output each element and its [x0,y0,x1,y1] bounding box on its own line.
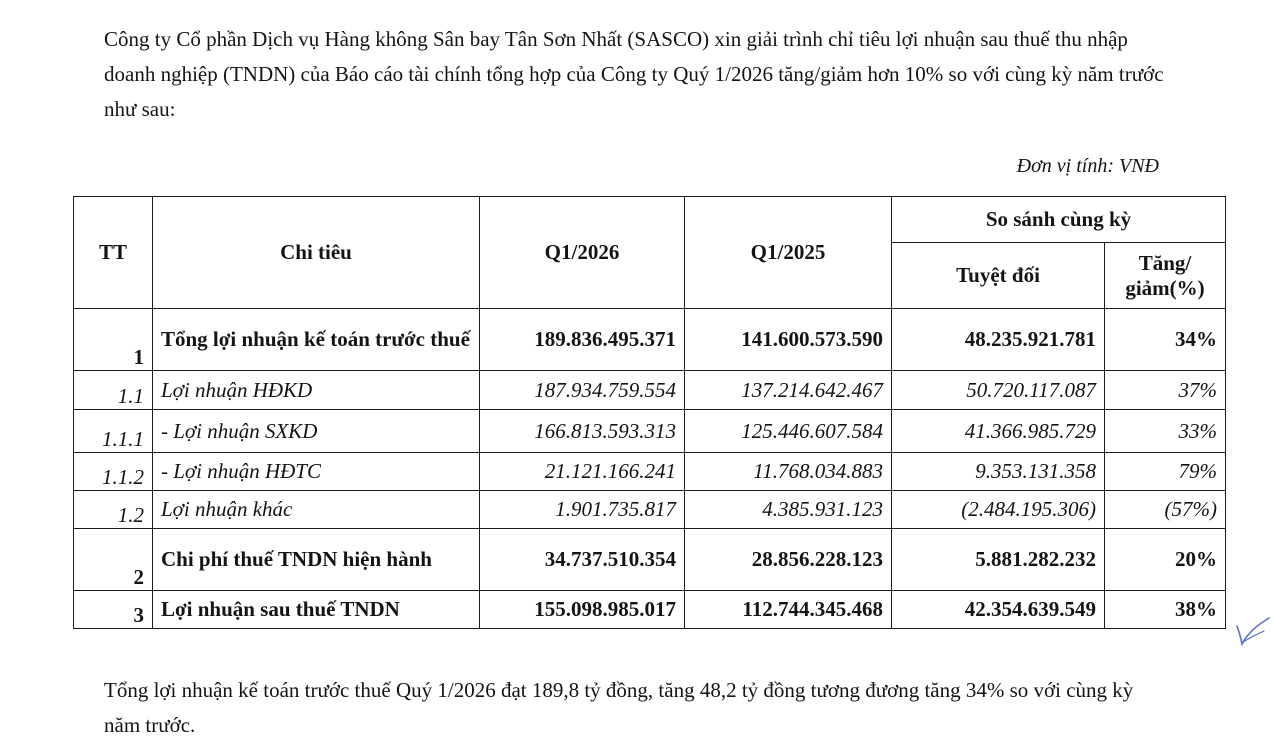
row-absolute: 48.235.921.781 [892,309,1105,371]
row-tt: 2 [74,529,153,591]
profit-table [73,196,1226,629]
table-row [74,453,1226,491]
row-q2025: 112.744.345.468 [685,591,892,629]
row-q2026: 189.836.495.371 [480,309,685,371]
header-tt: TT [74,197,153,309]
row-q2026: 1.901.735.817 [480,491,685,529]
row-tt: 1.1.2 [74,453,153,491]
row-tt: 1.1.1 [74,410,153,453]
header-q2026: Q1/2026 [480,197,685,309]
row-absolute: (2.484.195.306) [892,491,1105,529]
row-q2026: 187.934.759.554 [480,371,685,410]
row-tt: 3 [74,591,153,629]
unit-note: Đơn vị tính: VNĐ [1016,155,1159,177]
row-pct: (57%) [1105,491,1226,529]
row-name: - Lợi nhuận SXKD [153,410,480,453]
table-row [74,491,1226,529]
row-name: Lợi nhuận khác [153,491,480,529]
row-tt: 1.1 [74,371,153,410]
row-pct: 33% [1105,410,1226,453]
table-row [74,410,1226,453]
row-pct: 37% [1105,371,1226,410]
table-row [74,371,1226,410]
row-q2025: 28.856.228.123 [685,529,892,591]
header-name: Chi tiêu [153,197,480,309]
pen-check-mark [1233,612,1273,652]
row-name: Tổng lợi nhuận kế toán trước thuế [153,309,480,371]
row-name: Lợi nhuận sau thuế TNDN [153,591,480,629]
row-pct: 20% [1105,529,1226,591]
row-tt: 1 [74,309,153,371]
row-absolute: 42.354.639.549 [892,591,1105,629]
table-row [74,591,1226,629]
row-q2025: 137.214.642.467 [685,371,892,410]
row-q2025: 125.446.607.584 [685,410,892,453]
row-absolute: 41.366.985.729 [892,410,1105,453]
header-pct-line1: Tăng/ [1138,250,1192,275]
table-row [74,309,1226,371]
conclusion-paragraph: Tổng lợi nhuận kế toán trước thuế Quý 1/2026 đạt 189,8 tỷ đồng, tăng 48,2 tỷ đồng tương đương tăng 34% so với cùng kỳ năm trước. [104,678,1134,737]
row-pct: 38% [1105,591,1226,629]
row-absolute: 9.353.131.358 [892,453,1105,491]
header-row [74,197,1226,243]
row-pct: 34% [1105,309,1226,371]
row-q2025: 141.600.573.590 [685,309,892,371]
row-name: Lợi nhuận HĐKD [153,371,480,410]
row-pct: 79% [1105,453,1226,491]
row-q2026: 21.121.166.241 [480,453,685,491]
row-name: - Lợi nhuận HĐTC [153,453,480,491]
row-q2026: 166.813.593.313 [480,410,685,453]
header-pct-line2: giảm(%) [1125,275,1205,300]
row-q2026: 155.098.985.017 [480,591,685,629]
row-q2025: 11.768.034.883 [685,453,892,491]
row-tt: 1.2 [74,491,153,529]
row-q2026: 34.737.510.354 [480,529,685,591]
table-row [74,529,1226,591]
row-q2025: 4.385.931.123 [685,491,892,529]
header-q2025: Q1/2025 [685,197,892,309]
header-absolute: Tuyệt đối [892,243,1105,309]
header-compare: So sánh cùng kỳ [892,197,1226,243]
row-name: Chi phí thuế TNDN hiện hành [153,529,480,591]
header-pct [1105,243,1226,309]
intro-paragraph: Công ty Cổ phần Dịch vụ Hàng không Sân bay Tân Sơn Nhất (SASCO) xin giải trình chỉ tiêu lợi nhuận sau thuế thu nhập doanh nghiệp (TNDN) của Báo cáo tài chính tổng hợp của Công ty Quý 1/2026 tăng/giảm hơn 10% so với cùng kỳ năm trước như sau: [104,27,1164,121]
row-absolute: 5.881.282.232 [892,529,1105,591]
row-absolute: 50.720.117.087 [892,371,1105,410]
